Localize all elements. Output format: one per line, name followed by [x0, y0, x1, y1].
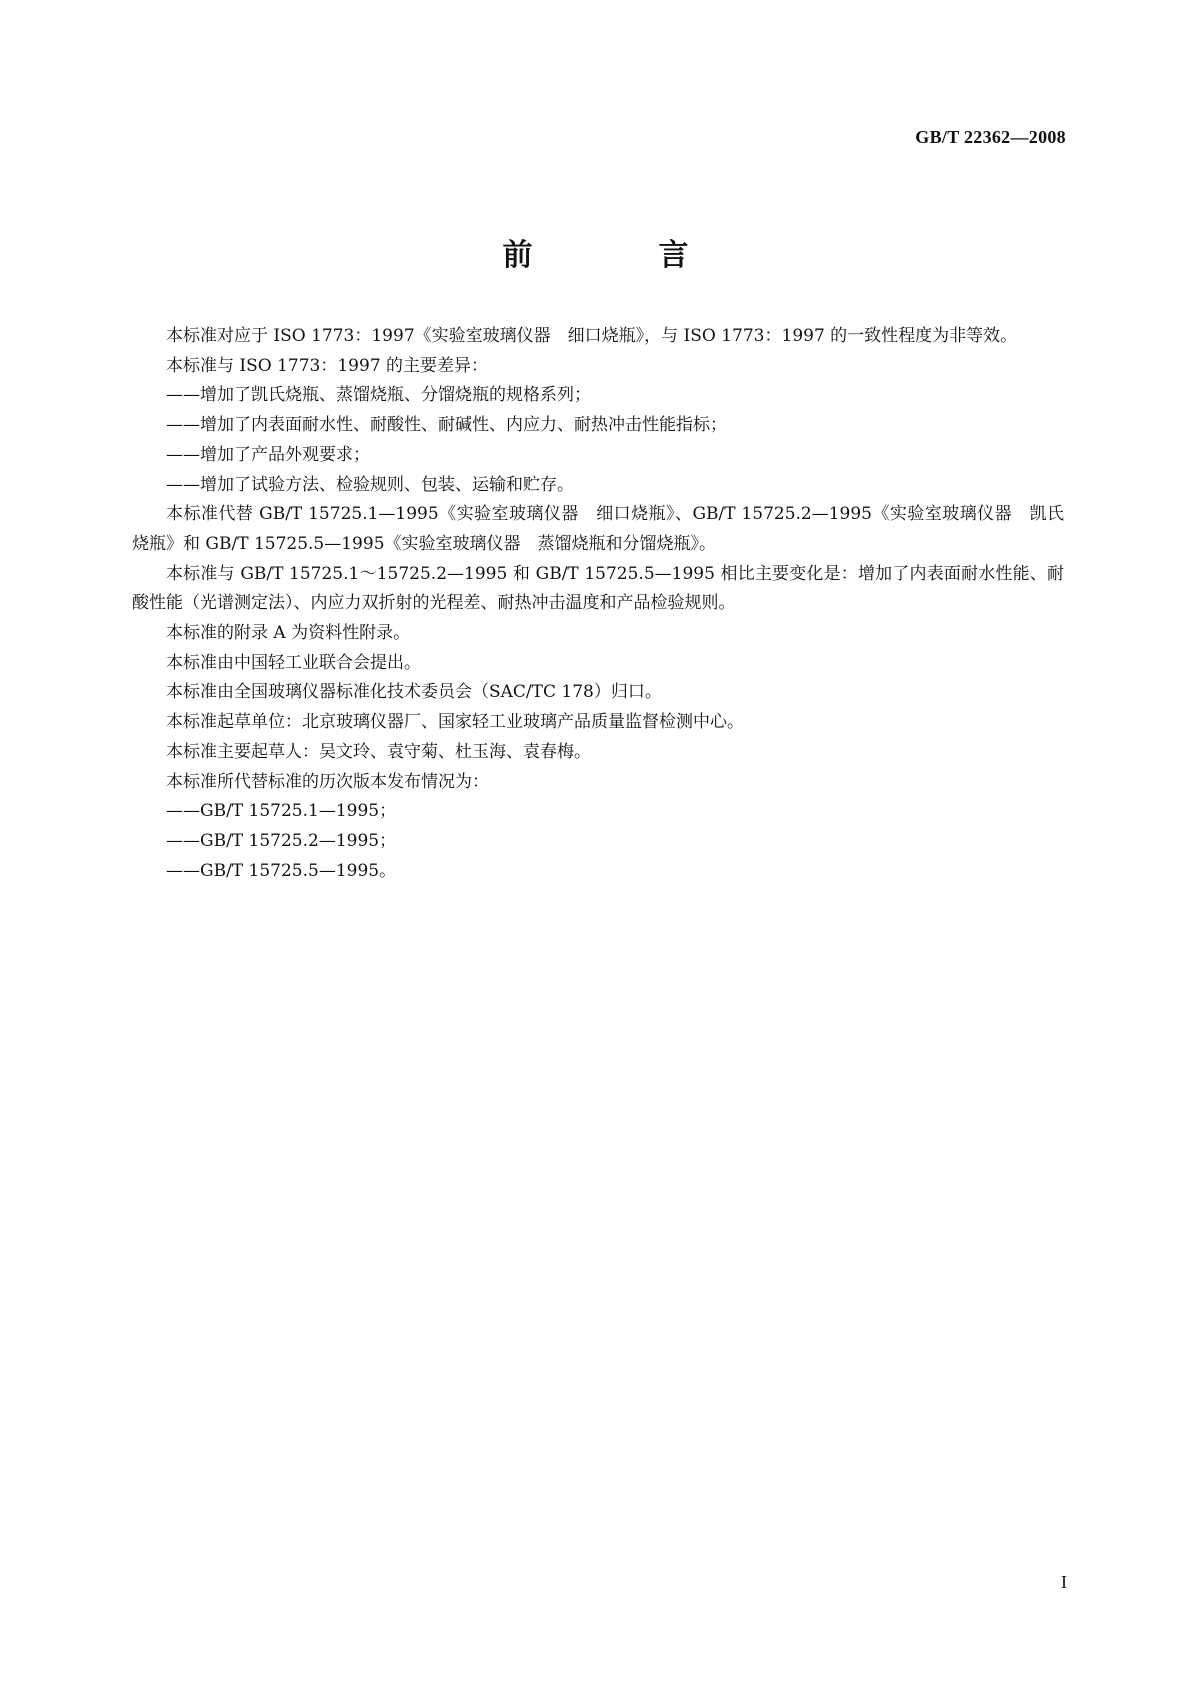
para-correspondence: 本标准对应于 ISO 1773：1997《实验室玻璃仪器 细口烧瓶》，与 ISO 1773：1997 的一致性程度为非等效。	[166, 326, 1018, 346]
page-title: 前 言	[502, 238, 737, 273]
para-differences-intro: 本标准与 ISO 1773：1997 的主要差异：	[166, 355, 489, 376]
list-item-history: ——GB/T 15725.2—1995；	[166, 830, 397, 851]
list-item-history: ——GB/T 15725.1—1995；	[166, 801, 397, 822]
list-item-difference: ——增加了凯氏烧瓶、蒸馏烧瓶、分馏烧瓶的规格系列；	[166, 385, 591, 406]
foreword-body	[132, 322, 1064, 886]
para-drafting-units: 本标准起草单位：北京玻璃仪器厂、国家轻工业玻璃产品质量监督检测中心。	[166, 712, 744, 733]
para-drafters: 本标准主要起草人：吴文玲、袁守菊、杜玉海、袁春梅。	[166, 741, 591, 762]
para-committee: 本标准由全国玻璃仪器标准化技术委员会（SAC/TC 178）归口。	[166, 682, 662, 703]
standard-code: GB/T 22362—2008	[915, 127, 1066, 147]
para-history-intro: 本标准所代替标准的历次版本发布情况为：	[166, 771, 489, 792]
para-annex: 本标准的附录 A 为资料性附录。	[166, 623, 411, 644]
list-item-difference: ——增加了产品外观要求；	[166, 444, 370, 465]
page-number: I	[1061, 1572, 1067, 1592]
list-item-difference: ——增加了试验方法、检验规则、包装、运输和贮存。	[166, 474, 574, 495]
para-proposer: 本标准由中国轻工业联合会提出。	[166, 652, 421, 673]
list-item-difference: ——增加了内表面耐水性、耐酸性、耐碱性、内应力、耐热冲击性能指标；	[166, 415, 727, 436]
list-item-history: ——GB/T 15725.5—1995。	[166, 860, 397, 881]
para-replaces: 本标准代替 GB/T 15725.1—1995《实验室玻璃仪器 细口烧瓶》、GB/T 15725.2—1995《实验室玻璃仪器 凯氏烧瓶》和 GB/T 15725.5—1995《实验室玻璃仪器 蒸馏烧瓶和分馏烧瓶》。	[132, 504, 1064, 554]
para-changes: 本标准与 GB/T 15725.1～15725.2—1995 和 GB/T 15725.5—1995 相比主要变化是：增加了内表面耐水性能、耐酸性能（光谱测定法）、内应力双折射的光程差、耐热冲击温度和产品检验规则。	[132, 563, 1064, 614]
